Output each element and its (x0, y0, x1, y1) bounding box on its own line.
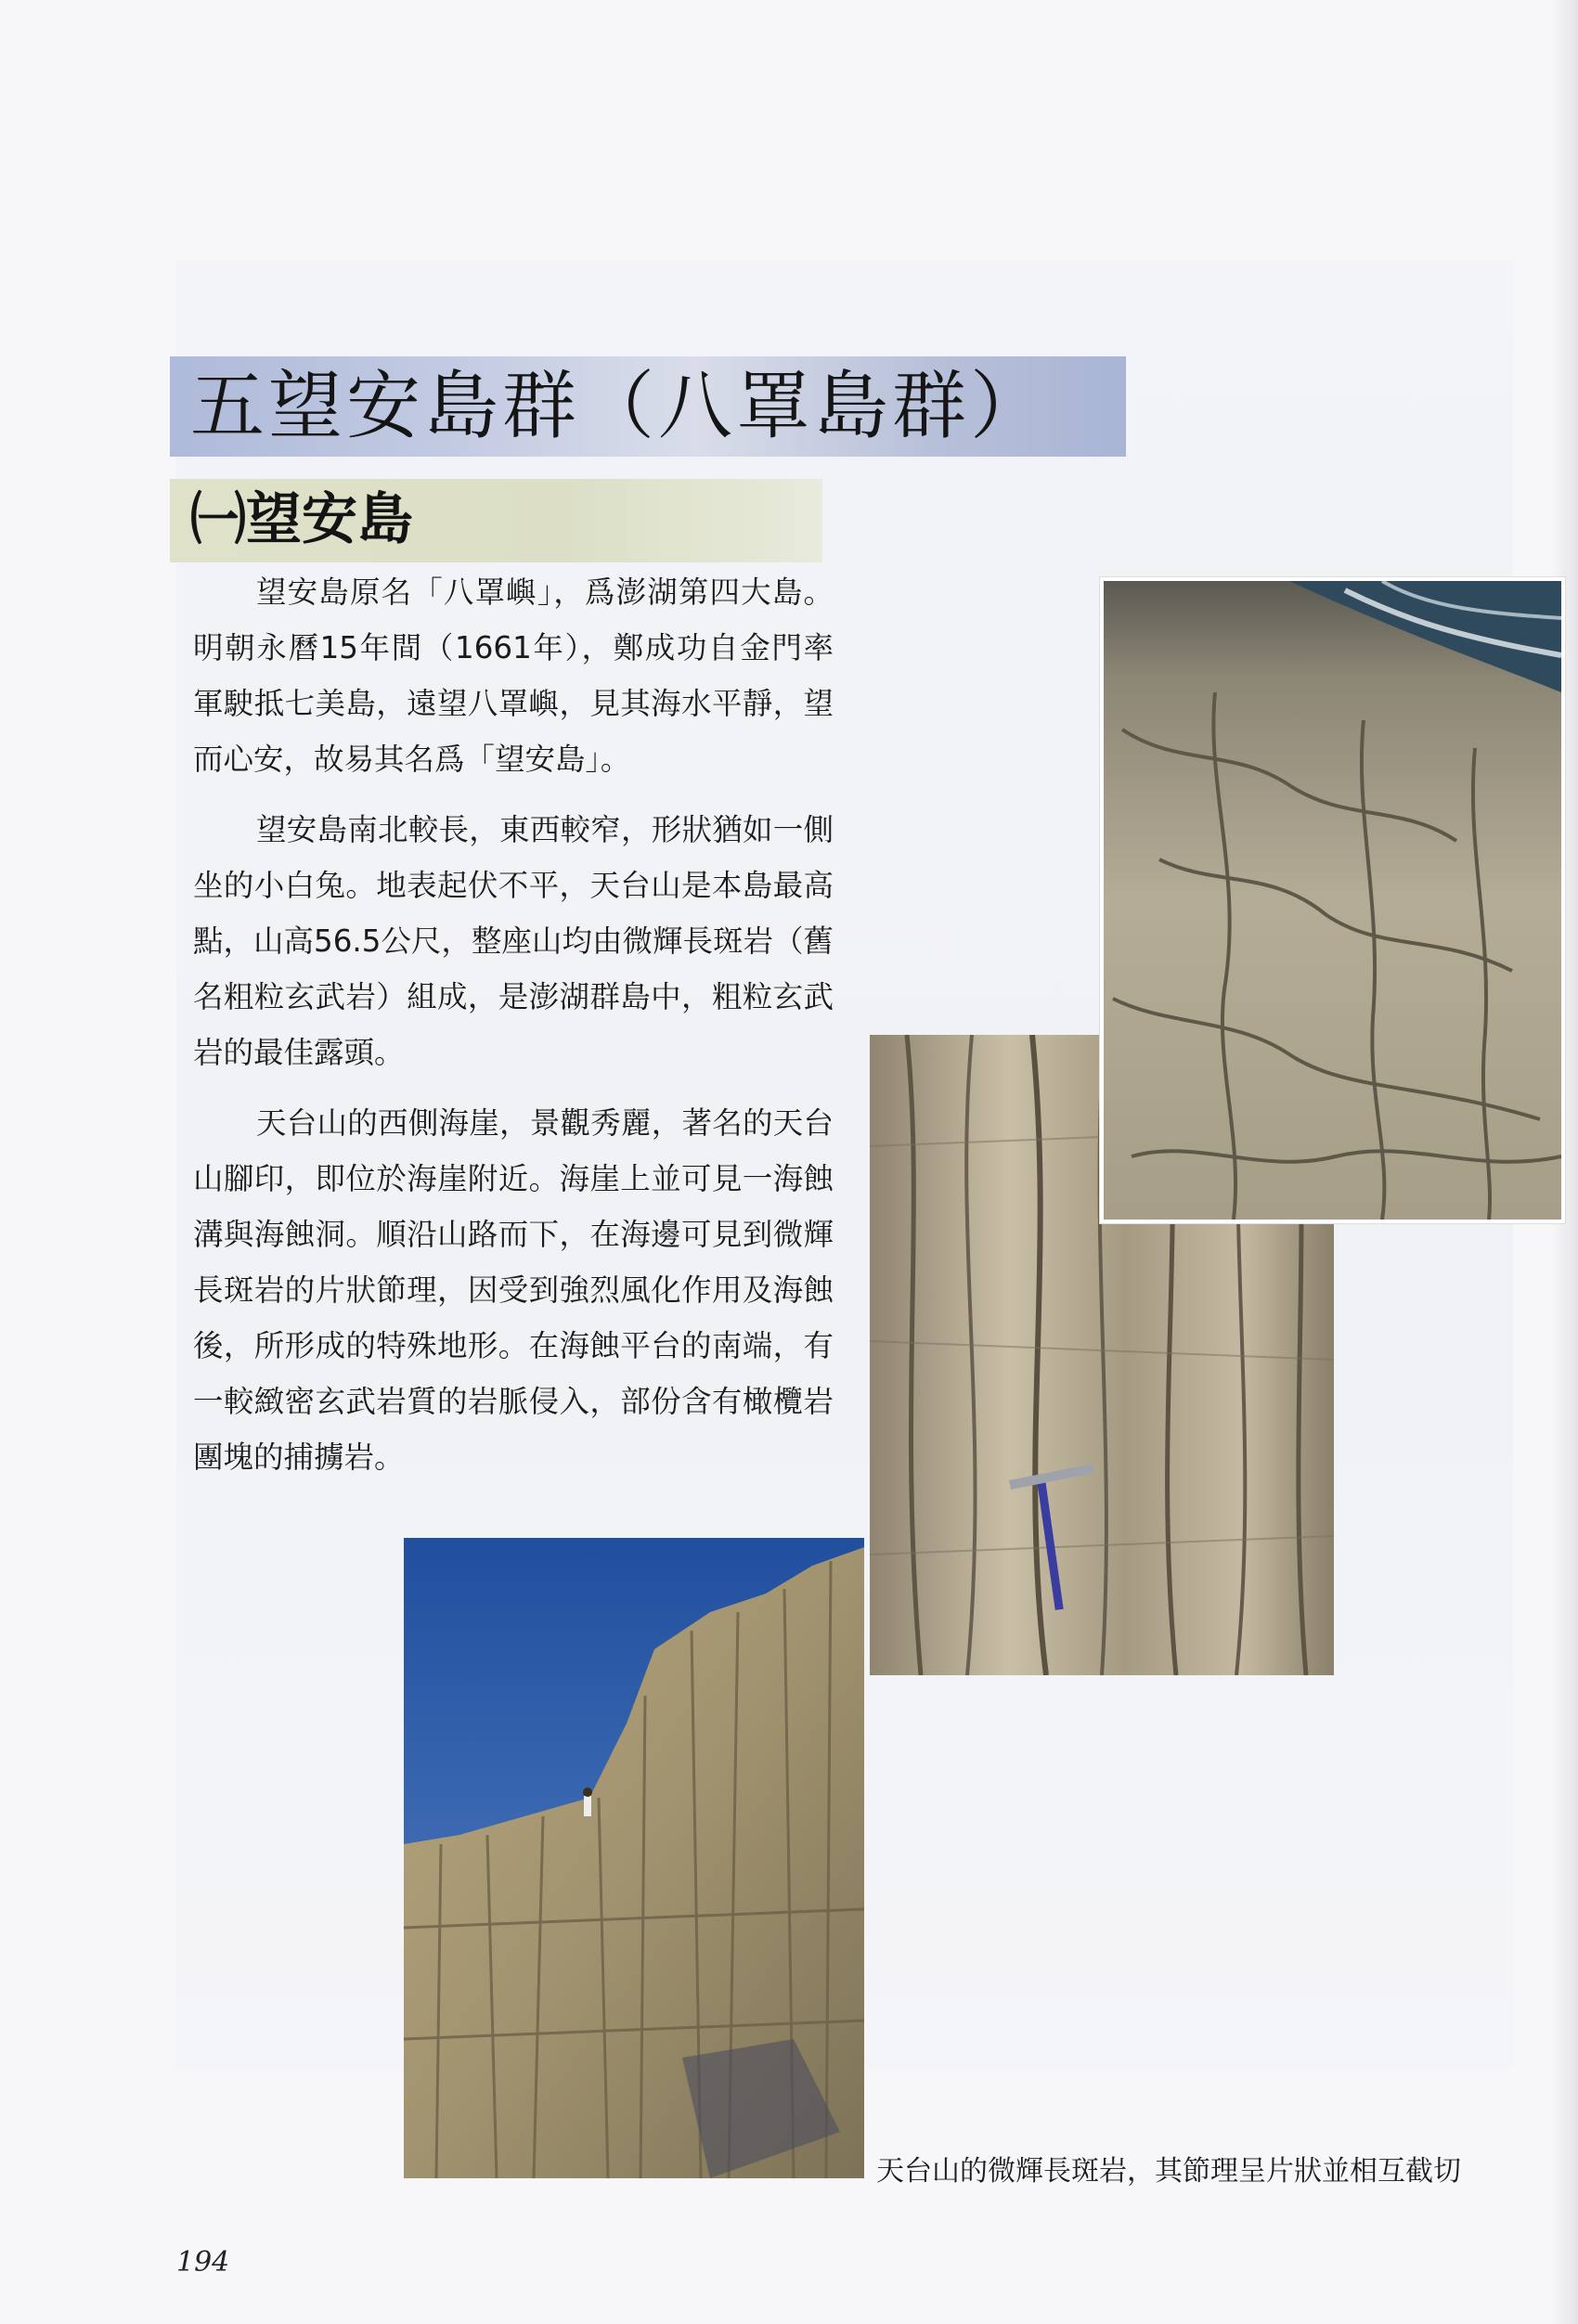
photo-cliff-columnar-joints (404, 1538, 864, 2178)
chapter-title: 五望安島群（八罩島群） (190, 363, 1048, 449)
photo-cliff-image (404, 1538, 864, 2178)
paragraph-1: 望安島原名「八罩嶼」，爲澎湖第四大島。明朝永曆15年間（1661年），鄭成功自金門率軍駛抵七美島，遠望八罩嶼，見其海水平靜，望而心安，故易其名爲「望安島」。 (193, 575, 834, 777)
page-number: 194 (176, 2246, 230, 2279)
photo-coastal-rock-image (1104, 581, 1561, 1220)
paragraph-3: 天台山的西側海崖，景觀秀麗，著名的天台山腳印，即位於海崖附近。海崖上並可見一海蝕溝與海蝕洞。順沿山路而下，在海邊可見到微輝長斑岩的片狀節理，因受到強烈風化作用及海蝕後，所形成的特殊地形。在海蝕平台的南端，有一較緻密玄武岩質的岩脈侵入，部份含有橄欖岩團塊的捕擄岩。 (193, 1105, 834, 1475)
paragraph-2: 望安島南北較長，東西較窄，形狀猶如一側坐的小白兔。地表起伏不平，天台山是本島最高點，山高56.5公尺，整座山均由微輝長斑岩（舊名粗粒玄武岩）組成，是澎湖群島中，粗粒玄武岩的最佳露頭。 (193, 812, 834, 1070)
photo-caption: 天台山的微輝長斑岩，其節理呈片狀並相互截切 (876, 2155, 1461, 2188)
body-text (193, 564, 834, 1500)
photo-coastal-weathered-rock (1100, 577, 1565, 1223)
section-title: ㈠望安島 (190, 487, 413, 552)
